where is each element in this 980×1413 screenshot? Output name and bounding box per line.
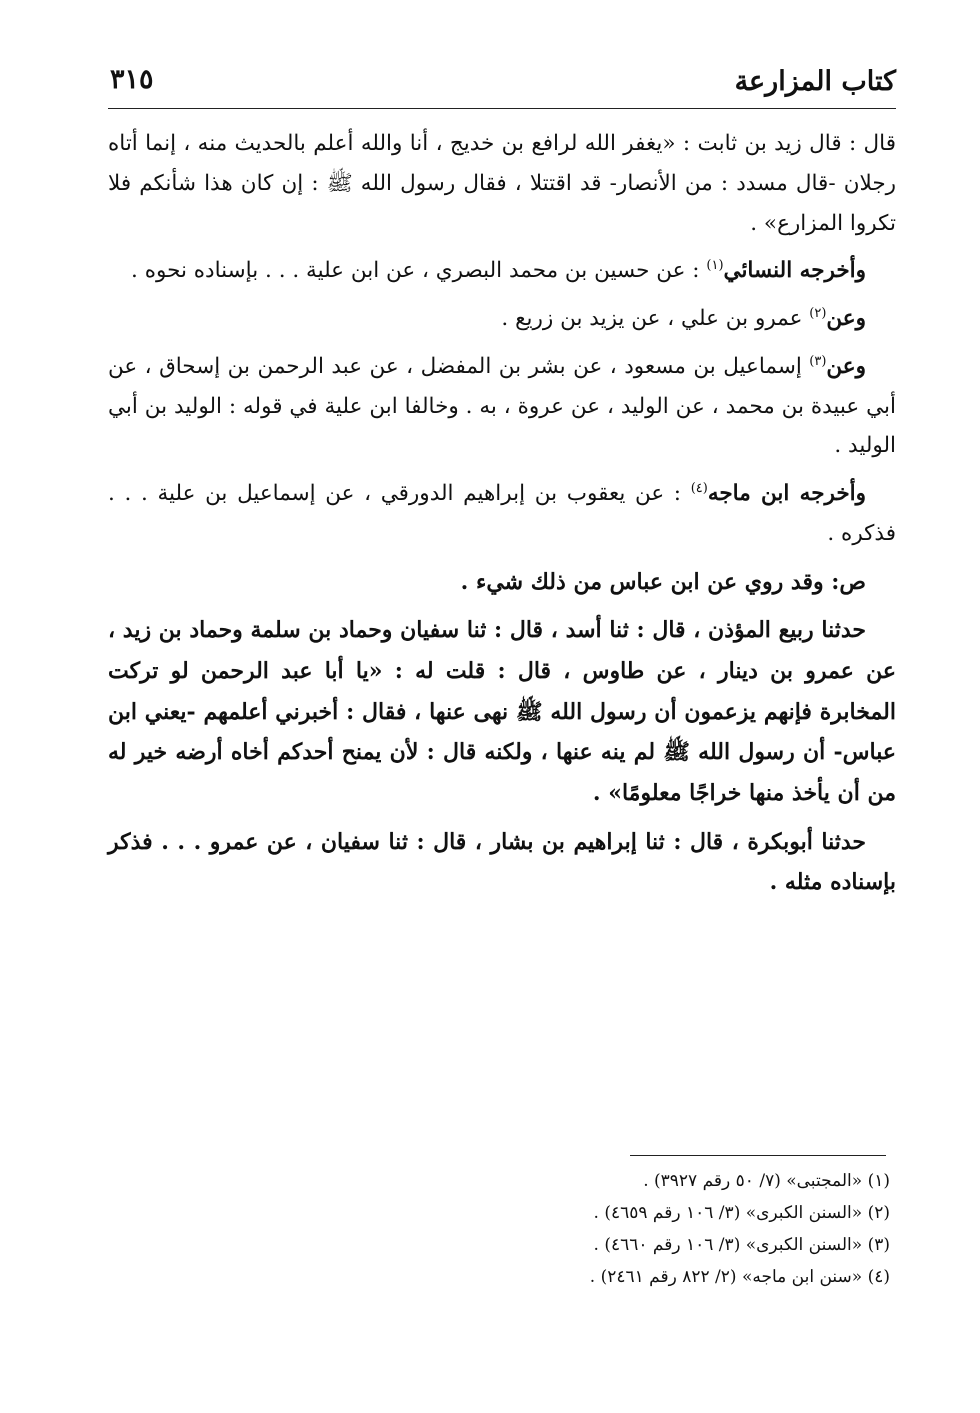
footnote-2: (٢) «السنن الكبرى» (٣/ ١٠٦ رقم ٤٦٥٩) .	[593, 1202, 890, 1223]
page-number: ٣١٥	[110, 64, 154, 95]
footnote-3: (٣) «السنن الكبرى» (٣/ ١٠٦ رقم ٤٦٦٠) .	[593, 1234, 890, 1255]
paragraph-rabi-hadith: حدثنا ربيع المؤذن ، قال : ثنا أسد ، قال : ثنا سفيان وحماد بن سلمة وحماد بن زيد ، عن عمرو بن دينار ، عن طاوس ، قال : قلت له : «يا أبا عبد الرحمن لو تركت المخابرة فإنهم يزعمون أن رسول الله ﷺ نهى عنها ، فقال : أخبرني أعلمهم -يعني ابن عباس- أن رسول الله ﷺ لم ينه عنها ، ولكنه قال : لأن يمنح أحدكم أخاه أرضه خير له من أن يأخذ منها خراجًا معلومًا» .	[108, 617, 896, 807]
footnote-ref: (١)	[706, 258, 724, 274]
footnote-ref: (٣)	[809, 353, 827, 369]
footnote-divider	[630, 1155, 886, 1156]
paragraph-abu-bakra: حدثنا أبوبكرة ، قال : ثنا إبراهيم بن بشار ، قال : ثنا سفيان ، عن عمرو . . . فذكر بإسناده مثله .	[108, 828, 896, 896]
paragraph-lead: وأخرجه ابن ماجه	[707, 481, 866, 507]
footnotes	[330, 1166, 890, 1294]
book-title: كتاب المزارعة	[734, 66, 896, 97]
body-text	[108, 124, 896, 911]
page-header	[108, 58, 896, 109]
footnote-ref: (٢)	[809, 305, 827, 321]
footnote-1: (١) «المجتبى» (٧/ ٥٠ رقم ٣٩٢٧) .	[643, 1171, 890, 1191]
paragraph-ibn-majah	[108, 474, 896, 554]
paragraph-text: عمرو بن علي ، عن يزيد بن زريع .	[501, 306, 810, 332]
paragraph-hadith-zaid: قال : قال زيد بن ثابت : «يغفر الله لرافع بن خديج ، أنا والله أعلم بالحديث منه ، إنما أتاه رجلان -قال مسدد : من الأنصار- قد اقتتلا ، فقال رسول الله ﷺ : إن كان هذا شأنكم فلا تكروا المزارع» .	[108, 131, 896, 236]
paragraph-nasai	[108, 251, 896, 291]
footnote-4: (٤) «سنن ابن ماجه» (٢/ ٨٢٢ رقم ٢٤٦١) .	[589, 1266, 890, 1287]
paragraph-lead: وعن	[826, 306, 866, 332]
paragraph-text: : عن حسين بن محمد البصري ، عن ابن علية . . . بإسناده نحوه .	[131, 258, 707, 284]
paragraph-lead: وعن	[826, 353, 866, 379]
paragraph-text: إسماعيل بن مسعود ، عن بشر بن المفضل ، عن عبد الرحمن بن إسحاق ، عن أبي عبيدة بن محمد ، عن الوليد ، عن عروة ، به . وخالفا ابن علية في قوله : الوليد بن أبي الوليد .	[108, 353, 896, 459]
footnote-ref: (٤)	[690, 480, 708, 496]
paragraph-ismail	[108, 347, 896, 466]
paragraph-lead: وأخرجه النسائي	[723, 258, 866, 284]
paragraph-text: : عن يعقوب بن إبراهيم الدورقي ، عن إسماعيل بن علية . . . فذكره .	[108, 481, 896, 546]
paragraph-amr	[108, 299, 896, 339]
paragraph-ibn-abbas-heading: ص: وقد روي عن ابن عباس من ذلك شيء .	[460, 568, 866, 595]
